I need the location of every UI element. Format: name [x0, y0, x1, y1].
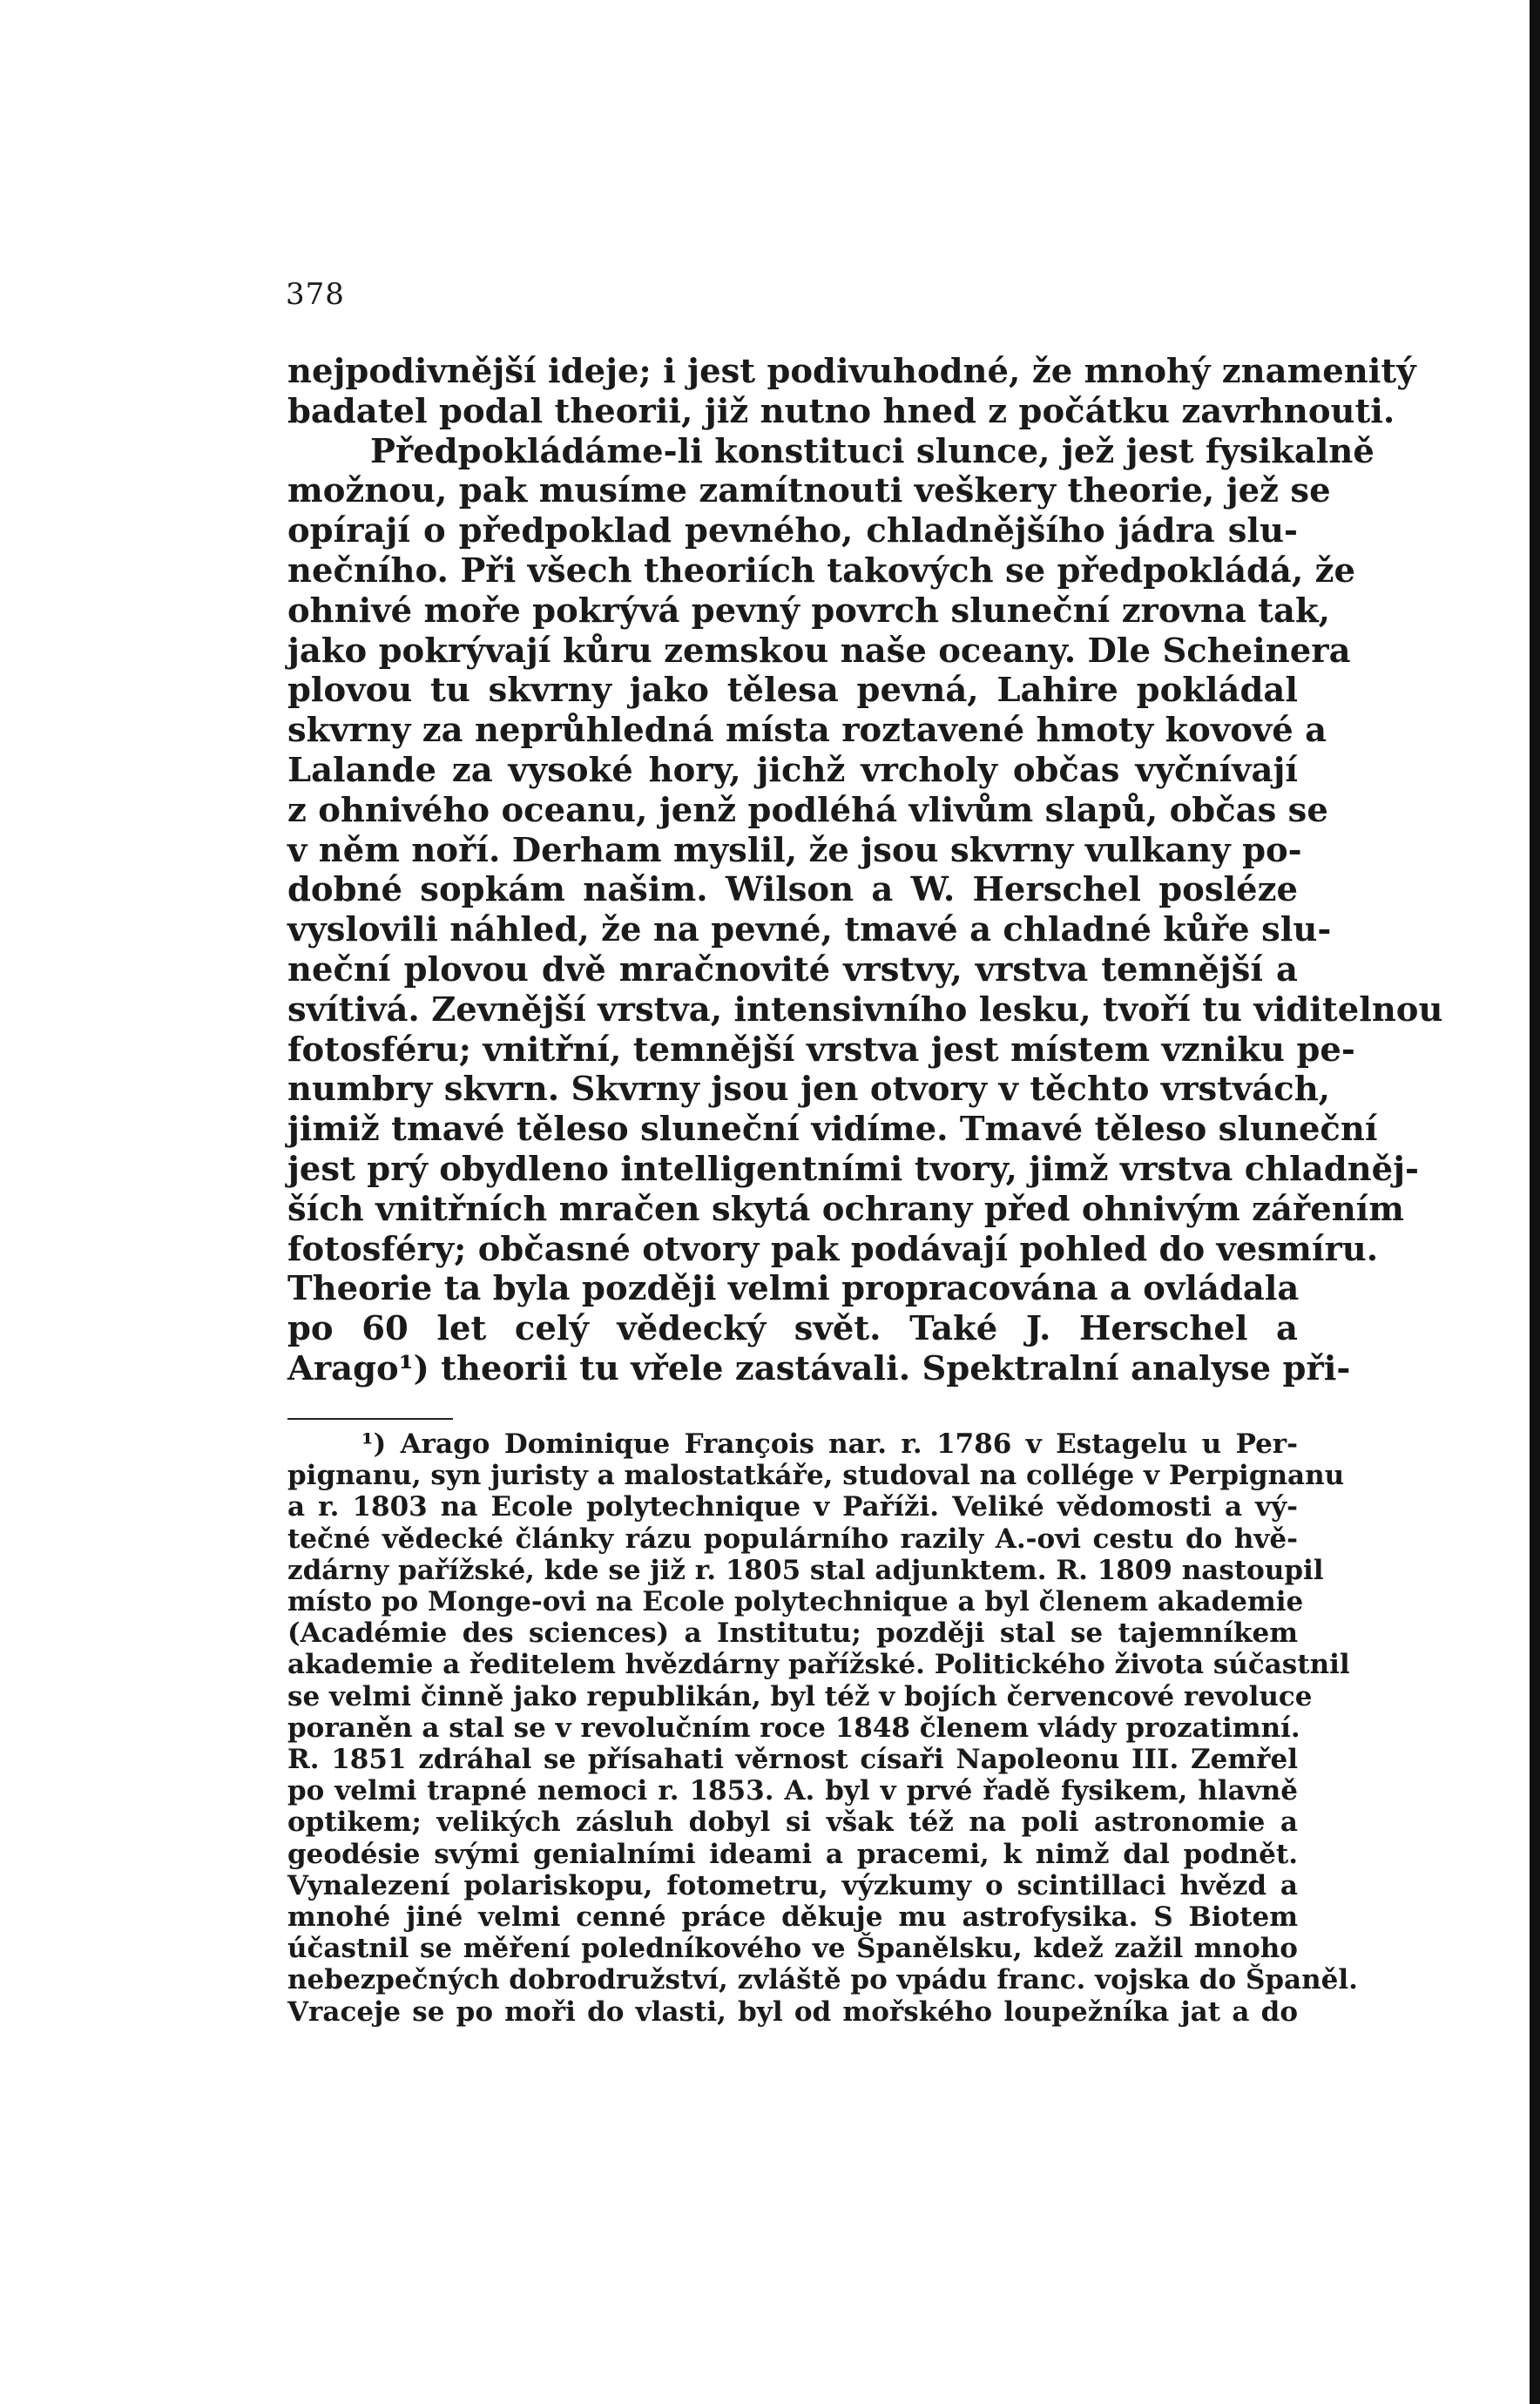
body-line: z ohnivého oceanu, jenž podléhá vlivům slapů, občas se [287, 790, 1328, 830]
footnote-line: místo po Monge-ovi na Ecole polytechnique a byl členem akademie [287, 1586, 1304, 1618]
body-line: numbry skvrn. Skvrny jsou jen otvory v těchto vrstvách, [287, 1070, 1331, 1110]
footnote-divider [287, 1418, 453, 1420]
body-line: nečního. Při všech theoriích takových se předpokládá, že [287, 550, 1356, 591]
footnote [287, 1428, 1358, 2028]
body-line: jimiž tmavé těleso sluneční vidíme. Tmavé těleso sluneční [287, 1110, 1378, 1150]
body-line: neční plovou dvě mračnovité vrstvy, vrstva temnější a [287, 949, 1298, 989]
footnote-line: a r. 1803 na Ecole polytechnique v Paříži. Veliké vědomosti a vý- [287, 1491, 1298, 1523]
body-line: možnou, pak musíme zamítnouti veškery theorie, jež se [287, 471, 1331, 511]
body-line: ších vnitřních mračen skytá ochrany před ohnivým zářením [287, 1189, 1405, 1229]
footnote-line: mnohé jiné velmi cenné práce děkuje mu astrofysika. S Biotem [287, 1901, 1298, 1934]
body-line: svítivá. Zevnější vrstva, intensivního lesku, tvoří tu viditelnou [287, 989, 1443, 1030]
body-line: vyslovili náhled, že na pevné, tmavé a chladné kůře slu- [287, 910, 1332, 950]
body-line: jest prý obydleno intelligentními tvory, jimž vrstva chladněj- [287, 1149, 1420, 1189]
footnote-line: optikem; velikých zásluh dobyl si však též na poli astronomie a [287, 1806, 1298, 1839]
body-line: Lalande za vysoké hory, jichž vrcholy občas vyčnívají [287, 750, 1298, 790]
footnote-line: R. 1851 zdráhal se přísahati věrnost císaři Napoleonu III. Zemřel [287, 1744, 1298, 1776]
body-line: jako pokrývají kůru zemskou naše oceany. Dle Scheinera [287, 631, 1351, 671]
body-line: Arago¹) theorii tu vřele zastávali. Spektralní analyse při- [287, 1348, 1351, 1388]
body-line: po 60 let celý vědecký svět. Také J. Herschel a [287, 1309, 1298, 1349]
page-edge [1530, 0, 1540, 2404]
footnote-line: nebezpečných dobrodružství, zvláště po vpádu franc. vojska do Španěl. [287, 1964, 1358, 1996]
body-line: dobné sopkám našim. Wilson a W. Herschel posléze [287, 870, 1298, 910]
body-line: badatel podal theorii, již nutno hned z počátku zavrhnouti. [287, 391, 1395, 431]
footnote-line: akademie a ředitelem hvězdárny pařížské. Politického života súčastnil [287, 1649, 1350, 1681]
body-line: fotosféry; občasné otvory pak podávají pohled do vesmíru. [287, 1229, 1379, 1269]
body-line: plovou tu skvrny jako tělesa pevná, Lahire pokládal [287, 671, 1298, 711]
footnote-line: se velmi činně jako republikán, byl též v bojích červencové revoluce [287, 1680, 1313, 1712]
footnote-line: účastnil se měření poledníkového ve Španělsku, kdež zažil mnoho [287, 1933, 1298, 1965]
footnote-line: tečné vědecké články rázu populárního razily A.-ovi cestu do hvě- [287, 1523, 1298, 1555]
footnote-line: geodésie svými genialními ideami a pracemi, k nimž dal podnět. [287, 1838, 1298, 1870]
footnote-line: poraněn a stal se v revolučním roce 1848 členem vlády prozatimní. [287, 1712, 1300, 1744]
main-text [287, 352, 1443, 1389]
body-line: Předpokládáme-li konstituci slunce, jež jest fysikalně [370, 431, 1375, 471]
body-line: ohnivé moře pokrývá pevný povrch sluneční zrovna tak, [287, 591, 1331, 631]
body-line: Theorie ta byla později velmi propracována a ovládala [287, 1269, 1300, 1309]
body-line: v něm noří. Derham myslil, že jsou skvrny vulkany po- [287, 830, 1302, 870]
body-line: nejpodivnější ideje; i jest podivuhodné, že mnohý znamenitý [287, 352, 1416, 391]
body-line: fotosféru; vnitřní, temnější vrstva jest místem vzniku pe- [287, 1030, 1355, 1070]
footnote-line: (Académie des sciences) a Institutu; později stal se tajemníkem [287, 1617, 1298, 1650]
page-number: 378 [286, 277, 345, 312]
footnote-line: ¹) Arago Dominique François nar. r. 1786 v Estagelu u Per- [361, 1428, 1298, 1460]
footnote-line: zdárny pařížské, kde se již r. 1805 stal adjunktem. R. 1809 nastoupil [287, 1554, 1324, 1586]
footnote-line: Vynalezení polariskopu, fotometru, výzkumy o scintillaci hvězd a [287, 1869, 1298, 1901]
body-line: skvrny za neprůhledná místa roztavené hmoty kovové a [287, 711, 1327, 751]
body-line: opírají o předpoklad pevného, chladnějšího jádra slu- [287, 511, 1298, 551]
footnote-line: Vraceje se po moři do vlasti, byl od mořského loupežníka jat a do [287, 1995, 1298, 2028]
footnote-line: pignanu, syn juristy a malostatkáře, studoval na collége v Perpignanu [287, 1460, 1345, 1492]
footnote-line: po velmi trapné nemoci r. 1853. A. byl v prvé řadě fysikem, hlavně [287, 1775, 1298, 1807]
